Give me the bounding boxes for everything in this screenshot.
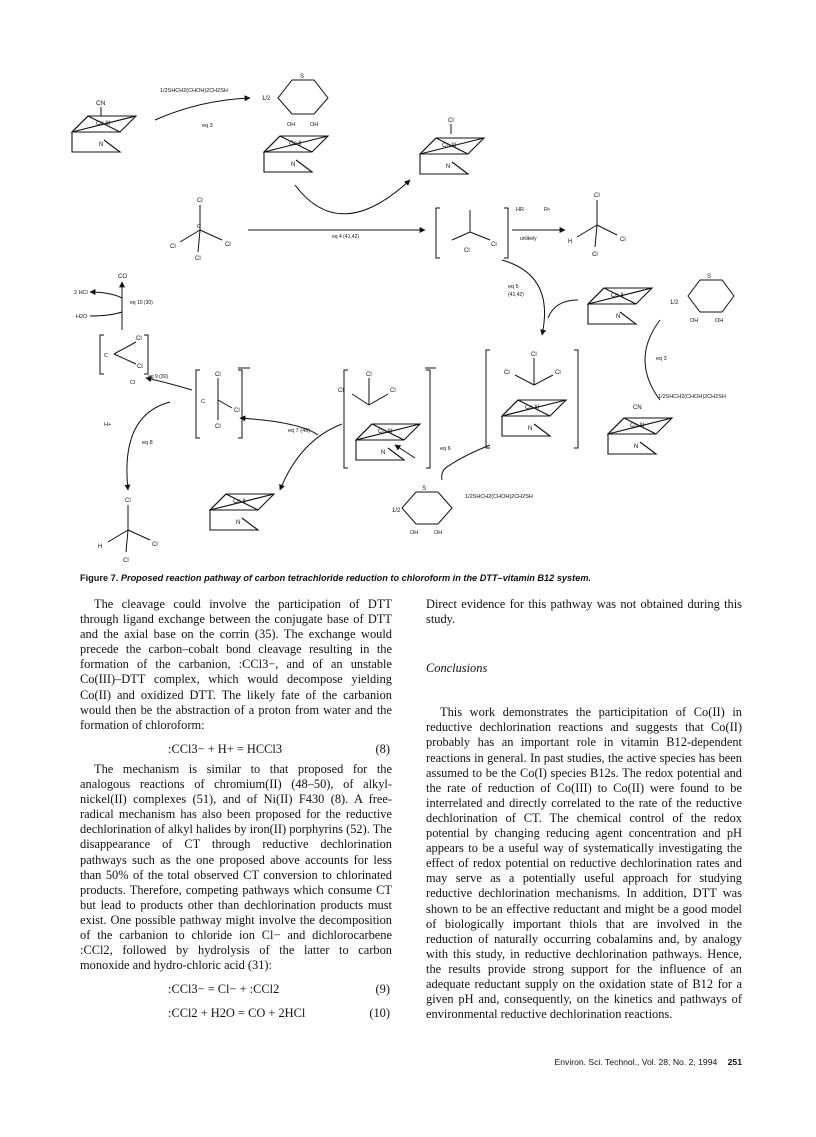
svg-text:eq 9 (30): eq 9 (30) [148, 374, 169, 380]
svg-text:Cl: Cl [170, 244, 176, 250]
svg-text:2 HCl: 2 HCl [74, 290, 88, 296]
page-number: 251 [727, 1057, 742, 1067]
eq4-label: eq 4 (41,42) [332, 234, 359, 240]
svg-text:eq 7 (49): eq 7 (49) [288, 428, 311, 434]
chloroform-bottom-left [108, 505, 150, 552]
co-iii-ccl3-anion-complex [344, 368, 436, 468]
svg-text:C: C [201, 399, 205, 405]
svg-text:1/2: 1/2 [392, 508, 401, 514]
svg-text:Cl: Cl [215, 372, 221, 378]
chloroform-top-right [577, 200, 617, 247]
svg-text:Co III: Co III [525, 405, 540, 411]
svg-text:N: N [381, 450, 386, 456]
svg-text:N: N [236, 520, 241, 526]
svg-text:Co II: Co II [233, 499, 246, 505]
svg-text:N: N [446, 164, 451, 170]
svg-text:Co III: Co III [442, 143, 457, 149]
svg-text:Cl: Cl [125, 498, 131, 504]
svg-text:Co II: Co II [611, 293, 624, 299]
svg-text:Cl: Cl [620, 237, 626, 243]
svg-text:Cl: Cl [592, 252, 598, 258]
co-iii-cn-complex-top [72, 100, 136, 152]
equation-8-expression: :CCl3− + H+ = HCCl3 [168, 741, 283, 756]
oxidized-dtt-ring-right [688, 280, 734, 312]
svg-text:C: C [197, 224, 201, 230]
svg-text:N: N [634, 444, 639, 450]
svg-text:CN: CN [633, 405, 642, 411]
figure-caption [80, 573, 760, 583]
equation-10-expression: :CCl2 + H2O = CO + 2HCl [168, 1006, 306, 1021]
svg-text:S: S [422, 486, 427, 492]
svg-text:Co III: Co III [378, 429, 393, 435]
svg-text:1/2SHCH2(CHOH)2CH2SH: 1/2SHCH2(CHOH)2CH2SH [658, 394, 726, 400]
svg-text:unlikely: unlikely [520, 236, 537, 242]
eq3-label-top: eq 3 [202, 123, 213, 129]
cn-label: CN [96, 100, 106, 107]
n-label: N [99, 142, 104, 148]
svg-text:OH: OH [410, 530, 419, 536]
page-footer [555, 1057, 742, 1067]
equation-9 [80, 982, 392, 997]
svg-text:Cl: Cl [555, 370, 561, 376]
svg-text:R•: R• [544, 207, 550, 213]
paragraph-conclusions: This work demonstrates the participitation of Co(II) in reductive dechlorination reactions and suggests that Co(II) probably has an important role in vitamin B12-dependent reactions in general. In past studies, the active species has been assumed to be the Co(I) species B12s. The redox potential and the rate of reduction of Co(III) to Co(II) were found to be interrelated and directly correlated to the rate of the reductive dechlorination of CT. The chemical control of the redox potential by changing reducing agent concentration and pH appears to be a useful way of systematically investigating the effect of redox potential on reductive dechlorination rates and may serve as a potentially useful approach for studying reductive dechlorination mechanisms. In addition, DTT was shown to be an effective reductant and might be a good model of biologically important thiols that are involved in the reduction of naturally occurring cobalamins and, by analogy with this study, in reductive dechlorination pathways. Hence, the results provide strong support for the influence of an adequate reductant supply on the oxidation state of B12 for a given pH and, consequently, on the kinetics and pathways of environmental reductive dechlorination reactions. [426, 705, 742, 1022]
svg-text:Cl: Cl [130, 380, 136, 386]
dtt-label-top: 1/2SHCH2(CHOH)2CH2SH [160, 88, 228, 94]
svg-text:CO: CO [118, 274, 127, 280]
svg-text:OH: OH [690, 318, 699, 324]
figure-caption-label: Figure 7. [80, 573, 119, 583]
svg-text:Cl: Cl [215, 424, 221, 430]
svg-text:H2O: H2O [76, 314, 88, 320]
svg-text:eq 6: eq 6 [440, 446, 451, 452]
svg-text:OH: OH [287, 122, 296, 128]
svg-text:1/2: 1/2 [670, 300, 679, 306]
svg-text:C: C [104, 353, 108, 359]
svg-text:Cl: Cl [123, 558, 129, 564]
equation-9-number: (9) [375, 982, 390, 997]
co-ii-complex-bottom [210, 494, 274, 530]
svg-text:N: N [291, 162, 296, 168]
equation-8-number: (8) [375, 741, 390, 756]
svg-text:(41,42): (41,42) [508, 292, 524, 298]
svg-text:H+: H+ [104, 422, 112, 428]
left-column [80, 597, 392, 1026]
svg-text:Cl: Cl [504, 370, 510, 376]
svg-text:eq 8: eq 8 [142, 440, 153, 446]
svg-text:Cl: Cl [594, 193, 600, 199]
svg-text:S: S [300, 74, 305, 80]
journal-citation: Environ. Sci. Technol., Vol. 28, No. 2, 1994 [554, 1057, 718, 1067]
svg-text:OH: OH [434, 530, 443, 536]
svg-text:Cl: Cl [491, 242, 497, 248]
co-iii-label: Co III [96, 121, 111, 127]
svg-text:H: H [568, 239, 573, 245]
ccl4-molecule [180, 205, 222, 252]
svg-text:Cl: Cl [137, 364, 143, 370]
svg-text:Co III: Co III [630, 423, 645, 429]
co-iii-cn-complex-lower-right [608, 405, 672, 454]
co-ii-return-arrow [548, 300, 578, 318]
figure-caption-text: Proposed reaction pathway of carbon tetrachloride reduction to chloroform in the DTT–vitamin B12 system. [120, 573, 592, 583]
svg-text:Cl: Cl [195, 256, 201, 262]
svg-text:OH: OH [715, 318, 724, 324]
section-heading-conclusions: Conclusions [426, 661, 488, 676]
paragraph-direct-evidence: Direct evidence for this pathway was not obtained during this study. [426, 597, 742, 627]
svg-text:Cl: Cl [448, 118, 454, 124]
svg-text:1/2SHCH2(CHOH)2CH2SH: 1/2SHCH2(CHOH)2CH2SH [465, 494, 533, 500]
right-column [426, 597, 742, 1022]
svg-text:H: H [98, 544, 103, 550]
oxidized-dtt-ring-top [278, 80, 328, 114]
svg-text:N: N [616, 314, 621, 320]
svg-text:Co II: Co II [289, 141, 302, 147]
svg-text:Cl: Cl [234, 408, 240, 414]
eq3-arrow-top [155, 98, 250, 120]
svg-text:Cl: Cl [366, 372, 372, 378]
svg-text:eq 5: eq 5 [508, 284, 519, 290]
co-ii-complex-center [264, 136, 328, 172]
svg-text:Cl: Cl [338, 388, 344, 394]
oxidized-dtt-ring-bottom [402, 492, 452, 524]
svg-text:HR: HR [516, 207, 524, 213]
equation-8 [80, 742, 392, 757]
svg-text:eq 3: eq 3 [656, 356, 667, 362]
reaction-scheme-figure [70, 60, 760, 570]
co-iii-cl-complex-top-right [420, 118, 484, 174]
half-label-top: 1/2 [262, 96, 271, 102]
ccl3-radical-bracket [436, 208, 508, 258]
paragraph-cleavage: The cleavage could involve the participation of DTT through ligand exchange between the conjugate base of DTT and the axial base on the corrin (35). The exchange would precede the carbon–cobalt bond cleavage resulting in the formation of the carbanion, :CCl3−, and of an unstable Co(III)–DTT complex, which would decompose yielding Co(II) and oxidized DTT. The likely fate of the carbanion would then be the abstraction of a proton from water and the formation of chloroform: [80, 597, 392, 732]
equation-9-expression: :CCl3− = Cl− + :CCl2 [168, 982, 280, 997]
paragraph-mechanism: The mechanism is similar to that proposed for the analogous reactions of chromium(II) (48–50), of alkyl-nickel(II) complexes (51), and of Ni(II) F430 (8). A free-radical mechanism has also been proposed for the reductive dechlorination of alkyl halides by iron(II) porphyrins (52). The disappearance of CT through reductive dechlorination pathways such as the one proposed above accounts for less than 50% of the total observed CT conversion to chlorinated products. Therefore, competing pathways which consume CT but lead to products other than dechlorination products must exist. One possible pathway might involve the decomposition of the carbanion to chloride ion Cl− and dichlorocarbene :CCl2, followed by hydrolysis of the latter to carbon monoxide and hydro-chloric acid (31): [80, 761, 392, 973]
svg-text:Cl: Cl [197, 198, 203, 204]
svg-text:Cl: Cl [152, 542, 158, 548]
svg-text:Cl: Cl [464, 248, 470, 254]
svg-text:N: N [528, 426, 533, 432]
svg-text:Cl: Cl [390, 388, 396, 394]
co-iii-ccl3-complex-right [486, 350, 578, 448]
svg-text:Cl: Cl [136, 336, 142, 342]
svg-text:S: S [707, 274, 712, 280]
svg-text:OH: OH [310, 122, 319, 128]
svg-text:eq 10 (30): eq 10 (30) [130, 300, 153, 306]
cobalt-transfer-arrow [295, 180, 410, 214]
co-ii-complex-right [588, 288, 652, 324]
equation-10-number: (10) [369, 1006, 390, 1021]
equation-10 [80, 1006, 392, 1021]
svg-text:Cl: Cl [225, 242, 231, 248]
svg-text:Cl: Cl [531, 352, 537, 358]
eq8-arrow [127, 402, 170, 490]
